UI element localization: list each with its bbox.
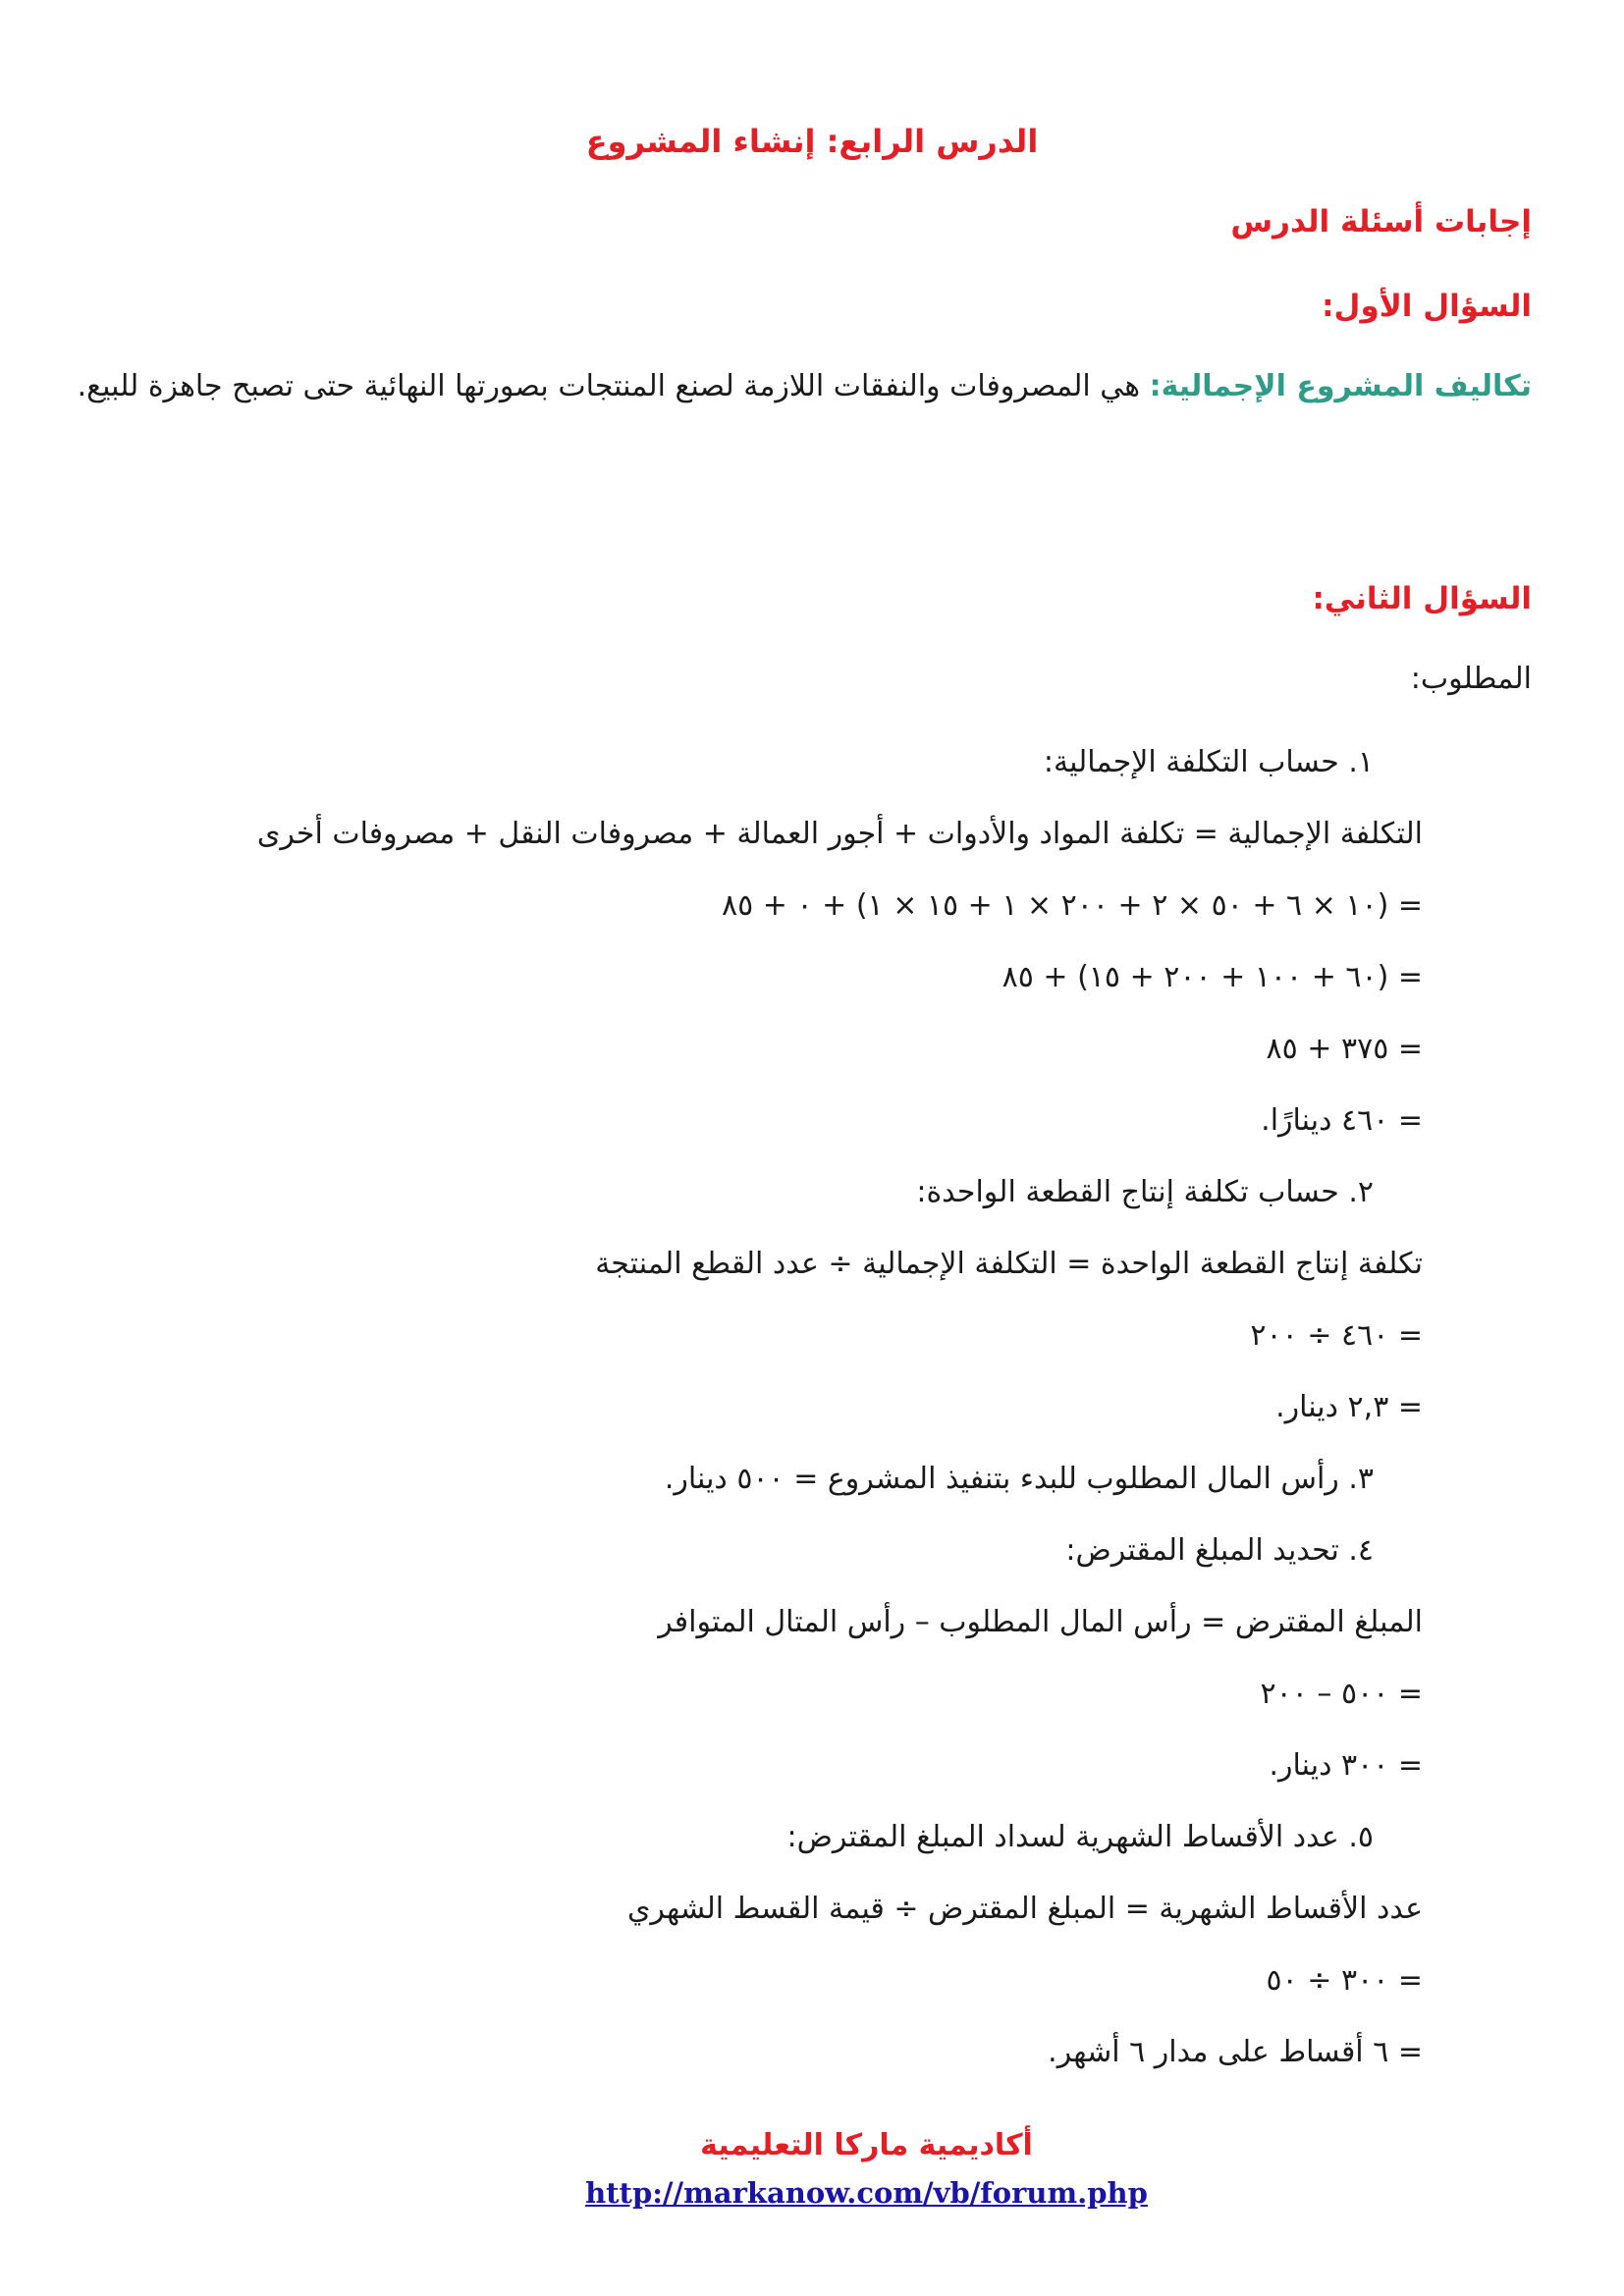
item-2-step-1: = ٤٦٠ ÷ ٢٠٠ bbox=[1250, 1318, 1423, 1353]
item-2-label: ٢. حساب تكلفة إنتاج القطعة الواحدة: bbox=[916, 1175, 1374, 1209]
footer-forum-link[interactable]: http://markanow.com/vb/forum.php bbox=[585, 2176, 1148, 2210]
item-1-step-1: = (١٠ × ٦ + ٥٠ × ٢ + ٢٠٠ × ١ + ١٥ × ١) + ٠ + ٨٥ bbox=[722, 888, 1423, 923]
item-1-label: ١. حساب التكلفة الإجمالية: bbox=[1043, 745, 1374, 779]
item-4-step-2: = ٣٠٠ دينار. bbox=[1269, 1748, 1423, 1783]
question-one-answer bbox=[69, 363, 1532, 410]
item-5-step-1: = ٣٠٠ ÷ ٥٠ bbox=[1266, 1963, 1423, 1998]
question-two-heading: السؤال الثاني: bbox=[1312, 581, 1532, 616]
term-total-project-costs: تكاليف المشروع الإجمالية: bbox=[1149, 369, 1532, 403]
answers-heading: إجابات أسئلة الدرس bbox=[1230, 204, 1532, 240]
item-4-step-1: = ٥٠٠ – ٢٠٠ bbox=[1260, 1677, 1423, 1711]
item-2-formula: تكلفة إنتاج القطعة الواحدة = التكلفة الإجمالية ÷ عدد القطع المنتجة bbox=[595, 1247, 1423, 1281]
required-label: المطلوب: bbox=[1410, 662, 1532, 696]
item-5-formula: عدد الأقساط الشهرية = المبلغ المقترض ÷ قيمة القسط الشهري bbox=[626, 1892, 1423, 1926]
item-1-step-4: = ٤٦٠ دينارًا. bbox=[1261, 1103, 1423, 1138]
item-1-step-2: = (٦٠ + ١٠٠ + ٢٠٠ + ١٥) + ٨٥ bbox=[1001, 960, 1423, 994]
item-5-label: ٥. عدد الأقساط الشهرية لسداد المبلغ المقترض: bbox=[786, 1820, 1374, 1854]
lesson-title: الدرس الرابع: إنشاء المشروع bbox=[585, 123, 1039, 160]
item-4-label: ٤. تحديد المبلغ المقترض: bbox=[1065, 1533, 1374, 1568]
question-one-heading: السؤال الأول: bbox=[1322, 289, 1532, 324]
item-3-label: ٣. رأس المال المطلوب للبدء بتنفيذ المشروع = ٥٠٠ دينار. bbox=[664, 1462, 1374, 1496]
footer-academy-name: أكاديمية ماركا التعليمية bbox=[700, 2128, 1033, 2163]
item-2-step-2: = ٢,٣ دينار. bbox=[1275, 1390, 1423, 1424]
item-1-step-3: = ٣٧٥ + ٨٥ bbox=[1266, 1032, 1423, 1066]
term-definition: هي المصروفات والنفقات اللازمة لصنع المنتجات بصورتها النهائية حتى تصبح جاهزة للبيع. bbox=[77, 369, 1150, 403]
item-4-formula: المبلغ المقترض = رأس المال المطلوب – رأس المتال المتوافر bbox=[658, 1605, 1423, 1639]
item-1-formula: التكلفة الإجمالية = تكلفة المواد والأدوات + أجور العمالة + مصروفات النقل + مصروفات أخرى bbox=[256, 817, 1423, 851]
item-5-step-2: = ٦ أقساط على مدار ٦ أشهر. bbox=[1048, 2035, 1423, 2069]
